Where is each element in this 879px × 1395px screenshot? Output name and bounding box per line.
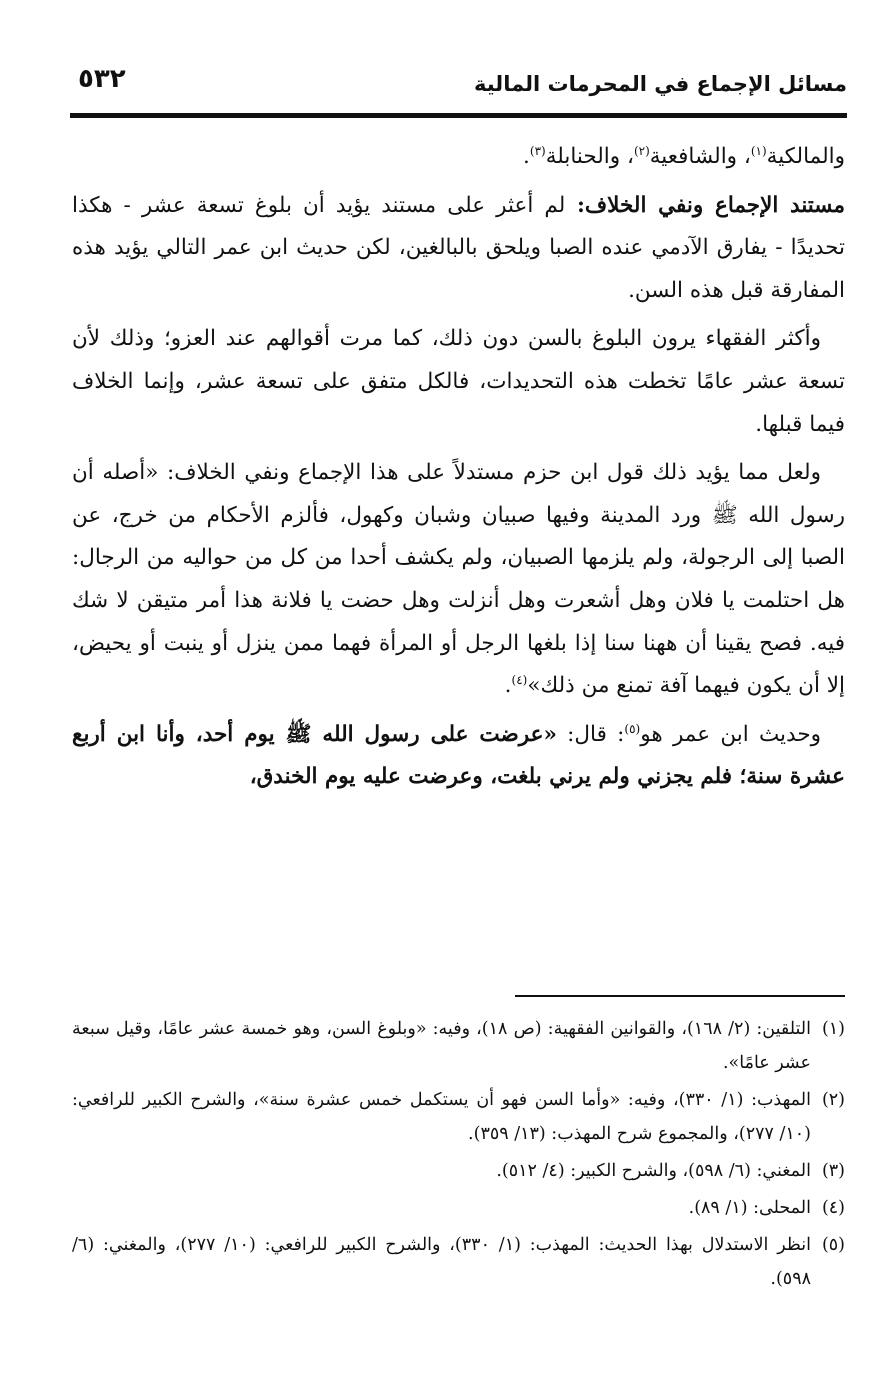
footnote-number: (٢) xyxy=(821,1090,845,1110)
text-run: . xyxy=(523,144,530,169)
footnote-number: (١) xyxy=(821,1019,845,1039)
text-run: ولعل مما يؤيد ذلك قول ابن حزم مستدلاً على هذا الإجماع ونفي الخلاف: «أصله أن رسول الله ﷺ ورد المدينة وفيها صبيان وشبان وكهول، فألزم الأحكام من خرج، عن الصبا إلى الرجولة، ولم يلزمها الصبيان، ولم يكشف أحدا من كل من حواليه من الرجال: هل احتلمت يا فلان وهل أشعرت وهل أنزلت وهل حضت يا فلانة هذا أمر متيقن لا شك فيه. فصح يقينا أن ههنا سنا إذا بلغها الرجل أو المرأة فهما ممن ينزل أو ينبت أو يحيض، إلا أن يكون فيهما آفة تمنع من ذلك» xyxy=(72,460,845,699)
text-run: : قال: xyxy=(556,721,625,747)
footnote-text: المغني: (٦/ ٥٩٨)، والشرح الكبير: (٤/ ٥١٢). xyxy=(496,1161,811,1181)
footnote-item xyxy=(72,1083,845,1151)
footnote-text: المحلى: (١/ ٨٩). xyxy=(688,1198,811,1218)
footnote-text: المهذب: (١/ ٣٣٠)، وفيه: «وأما السن فهو أن يستكمل خمس عشرة سنة»، والشرح الكبير للرافعي: (١٠/ ٢٧٧)، والمجموع شرح المهذب: (١٣/ ٣٥٩). xyxy=(72,1090,811,1144)
text-run: . xyxy=(504,673,512,699)
footnote-item xyxy=(72,1191,845,1225)
footnote-ref: (٥) xyxy=(624,721,641,736)
section-lead-heading: مستند الإجماع ونفي الخلاف: xyxy=(565,192,845,218)
hadith-quote: «عرضت على رسول الله ﷺ يوم أحد، وأنا ابن أربع عشرة سنة؛ فلم يجزني ولم يرني بلغت، وعرضت عليه يوم الخندق، xyxy=(72,721,845,790)
footnote-item xyxy=(72,1012,845,1080)
text-run: والمالكية xyxy=(766,144,845,169)
footnote-separator xyxy=(515,995,845,997)
footnote-ref: (٤) xyxy=(511,672,528,687)
paragraph-jurists xyxy=(72,318,845,446)
text-run: لم أعثر على مستند يؤيد أن بلوغ تسعة عشر - هكذا تحديدًا - يفارق الآدمي عنده الصبا ويلحق بالبالغين، لكن حديث ابن عمر التالي يؤيد هذه المفارقة قبل هذه السن. xyxy=(72,192,845,303)
text-run: ، والحنابلة xyxy=(545,144,634,169)
running-title: مسائل الإجماع في المحرمات المالية xyxy=(474,72,847,96)
paragraph-ibn-hazm xyxy=(72,452,845,708)
text-run: ، والشافعية xyxy=(649,144,751,169)
footnote-ref: (١) xyxy=(750,143,767,158)
footnote-ref: (٢) xyxy=(633,143,650,158)
footnotes xyxy=(72,1012,845,1299)
header-rule xyxy=(70,113,847,118)
footnote-text: انظر الاستدلال بهذا الحديث: المهذب: (١/ ٣٣٠)، والشرح الكبير للرافعي: (١٠/ ٢٧٧)، والمغني: (٦/ ٥٩٨). xyxy=(72,1235,811,1289)
paragraph-hadith xyxy=(72,714,845,799)
footnote-number: (٥) xyxy=(821,1235,845,1255)
text-run: وأكثر الفقهاء يرون البلوغ بالسن دون ذلك، كما مرت أقوالهم عند العزو؛ وذلك لأن تسعة عشر عامًا تخطت هذه التحديدات، فالكل متفق على تسعة عشر، وإنما الخلاف فيما قبلها. xyxy=(72,326,845,437)
text-run: وحديث ابن عمر هو xyxy=(640,721,821,747)
footnote-item xyxy=(72,1228,845,1296)
page-number: ٥٣٢ xyxy=(78,64,126,94)
paragraph-basis xyxy=(72,185,845,313)
footnote-text: التلقين: (٢/ ١٦٨)، والقوانين الفقهية: (ص ١٨)، وفيه: «وبلوغ السن، وهو خمسة عشر عامًا، وقيل سبعة عشر عامًا». xyxy=(72,1019,812,1073)
page-header xyxy=(70,58,847,108)
footnote-number: (٤) xyxy=(821,1198,845,1218)
paragraph-schools xyxy=(72,136,845,179)
footnote-ref: (٣) xyxy=(529,143,546,158)
main-text xyxy=(72,136,845,799)
footnote-number: (٣) xyxy=(821,1161,845,1181)
footnote-item xyxy=(72,1154,845,1188)
